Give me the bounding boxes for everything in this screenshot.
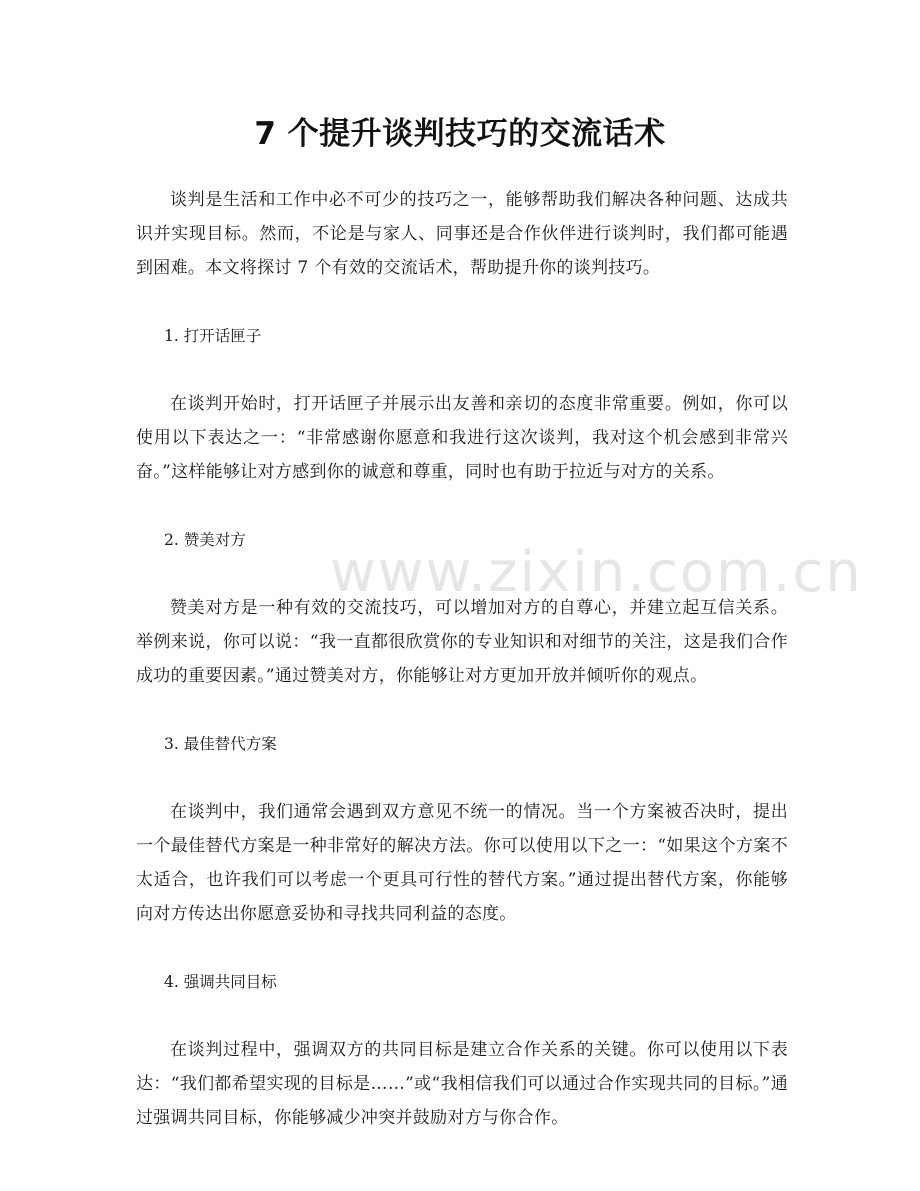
section-heading: 2. 赞美对方	[164, 531, 246, 549]
section-paragraph: 赞美对方是一种有效的交流技巧，可以增加对方的自尊心，并建立起互信关系。举例来说，你可以说：“我一直都很欣赏你的专业知识和对细节的关注，这是我们合作成功的重要因素。”通过赞美对方，你能够让对方更加开放并倾听你的观点。	[136, 598, 788, 686]
section-heading: 1. 打开话匣子	[164, 327, 262, 345]
section-heading: 4. 强调共同目标	[164, 973, 277, 991]
section-paragraph: 在谈判开始时，打开话匣子并展示出友善和亲切的态度非常重要。例如，你可以使用以下表达之一：“非常感谢你愿意和我进行这次谈判，我对这个机会感到非常兴奋。”这样能够让对方感到你的诚意和尊重，同时也有助于拉近与对方的关系。	[136, 394, 788, 482]
section-paragraph: 在谈判过程中，强调双方的共同目标是建立合作关系的关键。你可以使用以下表达：“我们都希望实现的目标是……”或“我相信我们可以通过合作实现共同的目标。”通过强调共同目标，你能够减少冲突并鼓励对方与你合作。	[136, 1040, 788, 1128]
section-paragraph: 在谈判中，我们通常会遇到双方意见不统一的情况。当一个方案被否决时，提出一个最佳替代方案是一种非常好的解决方法。你可以使用以下之一：“如果这个方案不太适合，也许我们可以考虑一个更具可行性的替代方案。”通过提出替代方案，你能够向对方传达出你愿意妥协和寻找共同利益的态度。	[136, 802, 788, 924]
document-body	[136, 183, 788, 1135]
watermark: www.zixin.com.cn	[330, 540, 863, 605]
intro-paragraph: 谈判是生活和工作中必不可少的技巧之一，能够帮助我们解决各种问题、达成共识并实现目标。然而，不论是与家人、同事还是合作伙伴进行谈判时，我们都可能遇到困难。本文将探讨 7 个有效的交流话术，帮助提升你的谈判技巧。	[136, 190, 788, 278]
section-heading: 3. 最佳替代方案	[164, 735, 277, 753]
document-title: 7 个提升谈判技巧的交流话术	[254, 116, 666, 152]
